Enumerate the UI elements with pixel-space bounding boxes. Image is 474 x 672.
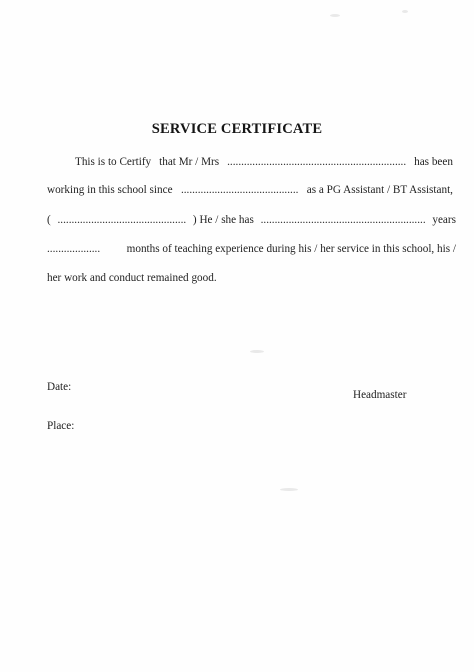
line2-text-b: as a PG Assistant / BT Assistant, [306, 184, 453, 196]
paper-speck [330, 14, 340, 17]
name-blank: ................................................................ [227, 156, 407, 168]
months-blank: ................... [47, 243, 101, 255]
body-line-5: her work and conduct remained good. [47, 272, 217, 284]
body-line-3 [47, 214, 456, 226]
line3-text-c: years [432, 214, 456, 226]
line3-text-b: ) He / she has [192, 214, 254, 226]
body-line-1 [75, 156, 453, 168]
paper-speck [402, 10, 408, 13]
line1-text-c: has been [414, 156, 453, 168]
paper-speck [250, 350, 264, 353]
line4-text-a: months of teaching experience during his / her service in this school, his / [126, 243, 456, 255]
line2-text-a: working in this school since [47, 184, 173, 196]
since-date-blank: .......................................... [180, 184, 299, 196]
headmaster-signature-label: Headmaster [353, 389, 407, 401]
years-blank: ........................................................... [260, 214, 426, 226]
body-line-2 [47, 184, 453, 196]
place-label: Place: [47, 420, 75, 432]
certificate-title: SERVICE CERTIFICATE [151, 121, 323, 137]
body-line-4 [47, 243, 456, 255]
date-label: Date: [47, 381, 72, 393]
line3-open-paren: ( [47, 214, 51, 226]
subject-blank: .............................................. [57, 214, 187, 226]
line1-text-b: that Mr / Mrs [159, 156, 220, 168]
paper-speck [280, 488, 298, 491]
line1-text-a: This is to Certify [75, 156, 152, 168]
